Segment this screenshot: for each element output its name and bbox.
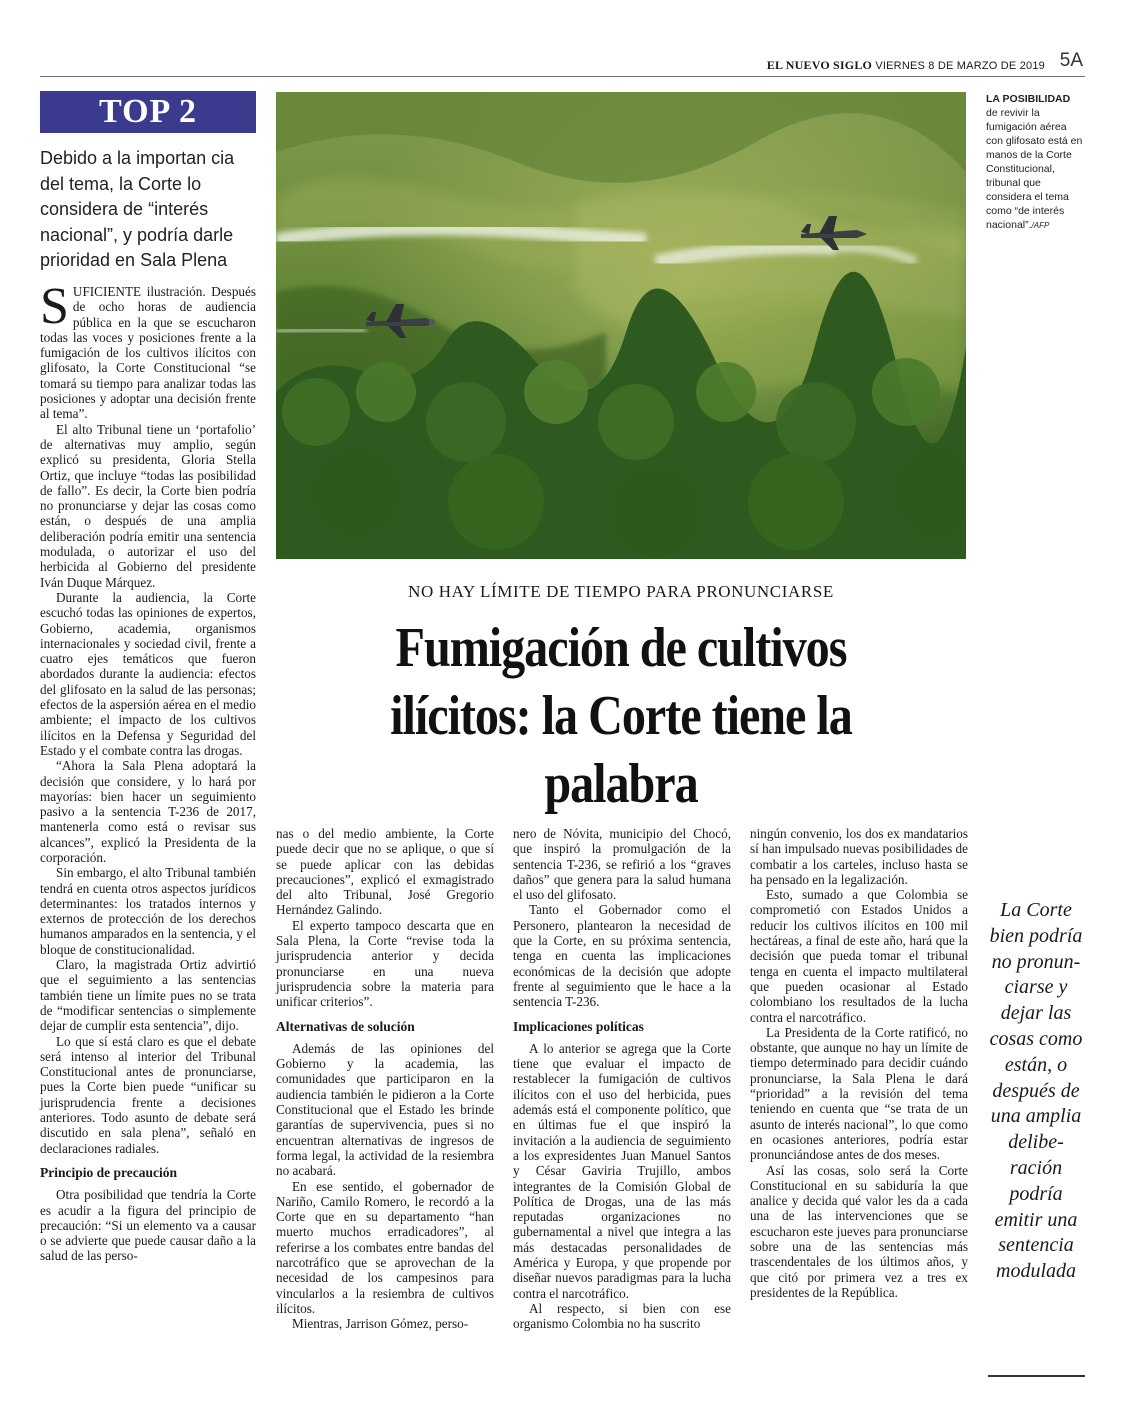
paragraph: Además de las opiniones del Gobierno y la academia, las comunidades que participaron en la audiencia también le pidieron a la Corte Constitucional que el Estado les brinde garantías de supervivencia, pues si no encuentran alternativas de ingresos de forma legal, la actividad de la resiembra no acabará.: [276, 1040, 494, 1179]
caption-lead: LA POSIBILIDAD: [986, 93, 1071, 105]
article-column-4: [750, 826, 968, 1300]
paragraph: Así las cosas, solo será la Corte Constitucional en su sabiduría la que analice y decida qué valor les da a cada una de las intervenciones que se escucharon este jueves para pronunciarse sobre una de las sentencias más trascendentales de los últimos años, y que citó por primera vez a tres ex presidentes de la República.: [750, 1162, 968, 1300]
subheading: Implicaciones políticas: [513, 1018, 644, 1034]
lead-paragraph: SUFICIENTE ilustración. Después de ocho horas de audiencia pública en la que se escucharon todas las voces y posiciones frente a la fumigación de los cultivos ilícitos con glifosato, la Corte Constitucional “se tomará su tiempo para analizar todas las posiciones y adoptar una decisión frente al tema”.: [40, 278, 256, 422]
paragraph: ningún convenio, los dos ex mandatarios sí han impulsado nuevas posibilidades de combatir a los carteles, incluso hasta se ha pensado en la legalización.: [750, 826, 968, 887]
subheading: Alternativas de solución: [276, 1018, 415, 1034]
header-rule: [40, 76, 1085, 77]
pull-quote: La Corte bien podría no pronun-ciarse y dejar las cosas como están, o después de una amplia delibe-ración podría emitir una sentencia modulada: [989, 899, 1083, 1283]
subheading: Principio de precaución: [40, 1164, 177, 1180]
drop-cap: S: [40, 278, 69, 335]
paragraph: Claro, la magistrada Ortiz advirtió que el seguimiento a las sentencias también tiene un límite pues no se trata de “modificar sentencias o simplemente dejar de cumplir esta sentencia”, dijo.: [40, 957, 256, 1034]
paragraph: Durante la audiencia, la Corte escuchó todas las opiniones de expertos, Gobierno, academia, organismos internacionales y sociedad civil, frente a cuatro ejes temáticos que fueron abordados durante la audiencia: efectos del glifosato en la salud de las personas; efectos de la aspersión aérea en el medio ambiente; el impacto de los cultivos ilícitos en la Defensa y Seguridad del Estado y el combate contra las drogas.: [40, 589, 256, 758]
article-column-1: [40, 278, 256, 1264]
overline: NO HAY LÍMITE DE TIEMPO PARA PRONUNCIARSE: [408, 582, 834, 601]
paragraph: Otra posibilidad que tendría la Corte es acudir a la figura del principio de precaución: “Si un elemento va a causar o se advierte que puede causar daño a la salud de las perso-: [40, 1187, 256, 1264]
paragraph: Al respecto, si bien con ese organismo Colombia no ha suscrito: [513, 1300, 731, 1332]
paragraph: Lo que sí está claro es que el debate será intenso al interior del Tribunal Constitucional antes de pronunciarse, pues la Corte bien puede “unificar su jurisprudencia frente a decisiones anteriores. Todo asunto de debate será discutido en sala plena”, señaló en declaraciones radiales.: [40, 1033, 256, 1156]
top-badge: TOP 2: [40, 91, 256, 133]
photo-credit: /AFP: [1031, 221, 1050, 230]
kicker-summary: Debido a la importan cia del tema, la Corte lo considera de “interés nacional”, y podría darle prioridad en Sala Plena: [40, 148, 235, 270]
paragraph: En ese sentido, el gobernador de Nariño, Camilo Romero, le recordó a la Corte que en su departamento “han muerto muchos erradicadores”, al referirse a los combates entre bandas del narcotráfico que se aprovechan de la necesidad de los campesinos para vincularlos a la resiembra de cultivos ilícitos.: [276, 1178, 494, 1316]
paragraph: Sin embargo, el alto Tribunal también tendrá en cuenta otros aspectos jurídicos determinantes: los tratados internos y externos de protección de los derechos humanos amparados en la sentencia, y el bloque de constitucionalidad.: [40, 865, 256, 957]
paragraph: El experto tampoco descarta que en Sala Plena, la Corte “revise toda la jurisprudencia anterior y decida pronunciarse en una nueva jurisprudencia sobre la materia para unificar criterios”.: [276, 917, 494, 1010]
paragraph: nas o del medio ambiente, la Corte puede decir que no se aplique, o que sí se puede aplicar con las debidas precauciones”, explicó el exmagistrado del alto Tribunal, José Gregorio Hernández Galindo.: [276, 826, 494, 918]
forest-aircraft-photo: [276, 92, 966, 559]
caption-text: de revivir la fumigación aérea con glifosato está en manos de la Corte Constitucional, tribunal que considera el tema como “de interés nacional”.: [986, 107, 1083, 231]
article-photo: [276, 92, 966, 559]
pull-quote-rule: [988, 1375, 1085, 1377]
paragraph: Esto, sumado a que Colombia se comprometió con Estados Unidos a reducir los cultivos ilícitos en 100 mil hectáreas, a final de este año, hará que la decisión que pueda tomar el tribunal tenga en cuenta el impacto multilateral que pueden ocasionar al Estado colombiano los resultados de la lucha contra el narcotráfico.: [750, 887, 968, 1025]
paragraph: La Presidenta de la Corte ratificó, no obstante, que aunque no hay un límite de tiempo determinado para decidir cuándo pronunciarse, la Sala Plena le dará “prioridad” a la revisión del tema teniendo en cuenta que “se trata de un asunto de interés nacional”, lo que como en ocasiones anteriores, podría estar pronunciándose antes de dos meses.: [750, 1024, 968, 1163]
article-headline: Fumigación de cultivos ilícitos: la Corte tiene la palabra: [390, 617, 852, 815]
photo-caption: [986, 92, 1086, 233]
paragraph: A lo anterior se agrega que la Corte tiene que evaluar el impacto de restablecer la fumigación de cultivos ilícitos con el uso del herbicida, pues además está el componente político, que en últimas fue el que inspiró la invitación a la audiencia de seguimiento a los expresidentes Juan Manuel Santos y César Gaviria Trujillo, ambos integrantes de la Comisión Global de Política de Drogas, una de las más reputadas organizaciones no gubernamental a nivel que integra a las más destacadas personalidades de América y Europa, y que propende por diseñar nuevos paradigmas para la lucha contra el narcotráfico.: [513, 1040, 731, 1301]
article-column-2: [276, 826, 494, 1332]
issue-date: VIERNES 8 DE MARZO DE 2019: [875, 60, 1045, 72]
paper-name: EL NUEVO SIGLO: [766, 58, 873, 72]
page-number: 5A: [1059, 50, 1083, 71]
masthead-dateline: [767, 58, 1045, 73]
paragraph: Tanto el Gobernador como el Personero, plantearon la necesidad de que la Corte, en su próxima sentencia, tenga en cuenta las implicaciones económicas de la decisión que adopte frente al seguimiento que le hace a la sentencia T-236.: [513, 902, 731, 1010]
paragraph: “Ahora la Sala Plena adoptará la decisión que considere, y lo hará por mayorías: bien hacer un seguimiento pasivo a la sentencia T-236 de 2017, mantenerla como está o revisar sus alcances”, explicó la Presidenta de la corporación.: [40, 758, 256, 865]
paragraph: El alto Tribunal tiene un ‘portafolio’ de alternativas muy amplio, según explicó su presidenta, Gloria Stella Ortiz, que incluye “todas las posibilidad de fallo”. Es decir, la Corte bien podría no pronunciarse y dejar las cosas como están, o después de una amplia deliberación podría emitir una sentencia modulada, o autorizar el uso del herbicida al Gobierno del presidente Iván Duque Márquez.: [40, 421, 256, 590]
paragraph: Mientras, Jarrison Gómez, perso-: [292, 1316, 469, 1332]
article-column-3: [513, 826, 731, 1332]
paragraph: nero de Nóvita, municipio del Chocó, que inspiró la promulgación de la sentencia T-236, se refirió a los “graves daños” que genera para la salud humana el uso del glifosato.: [513, 826, 731, 903]
